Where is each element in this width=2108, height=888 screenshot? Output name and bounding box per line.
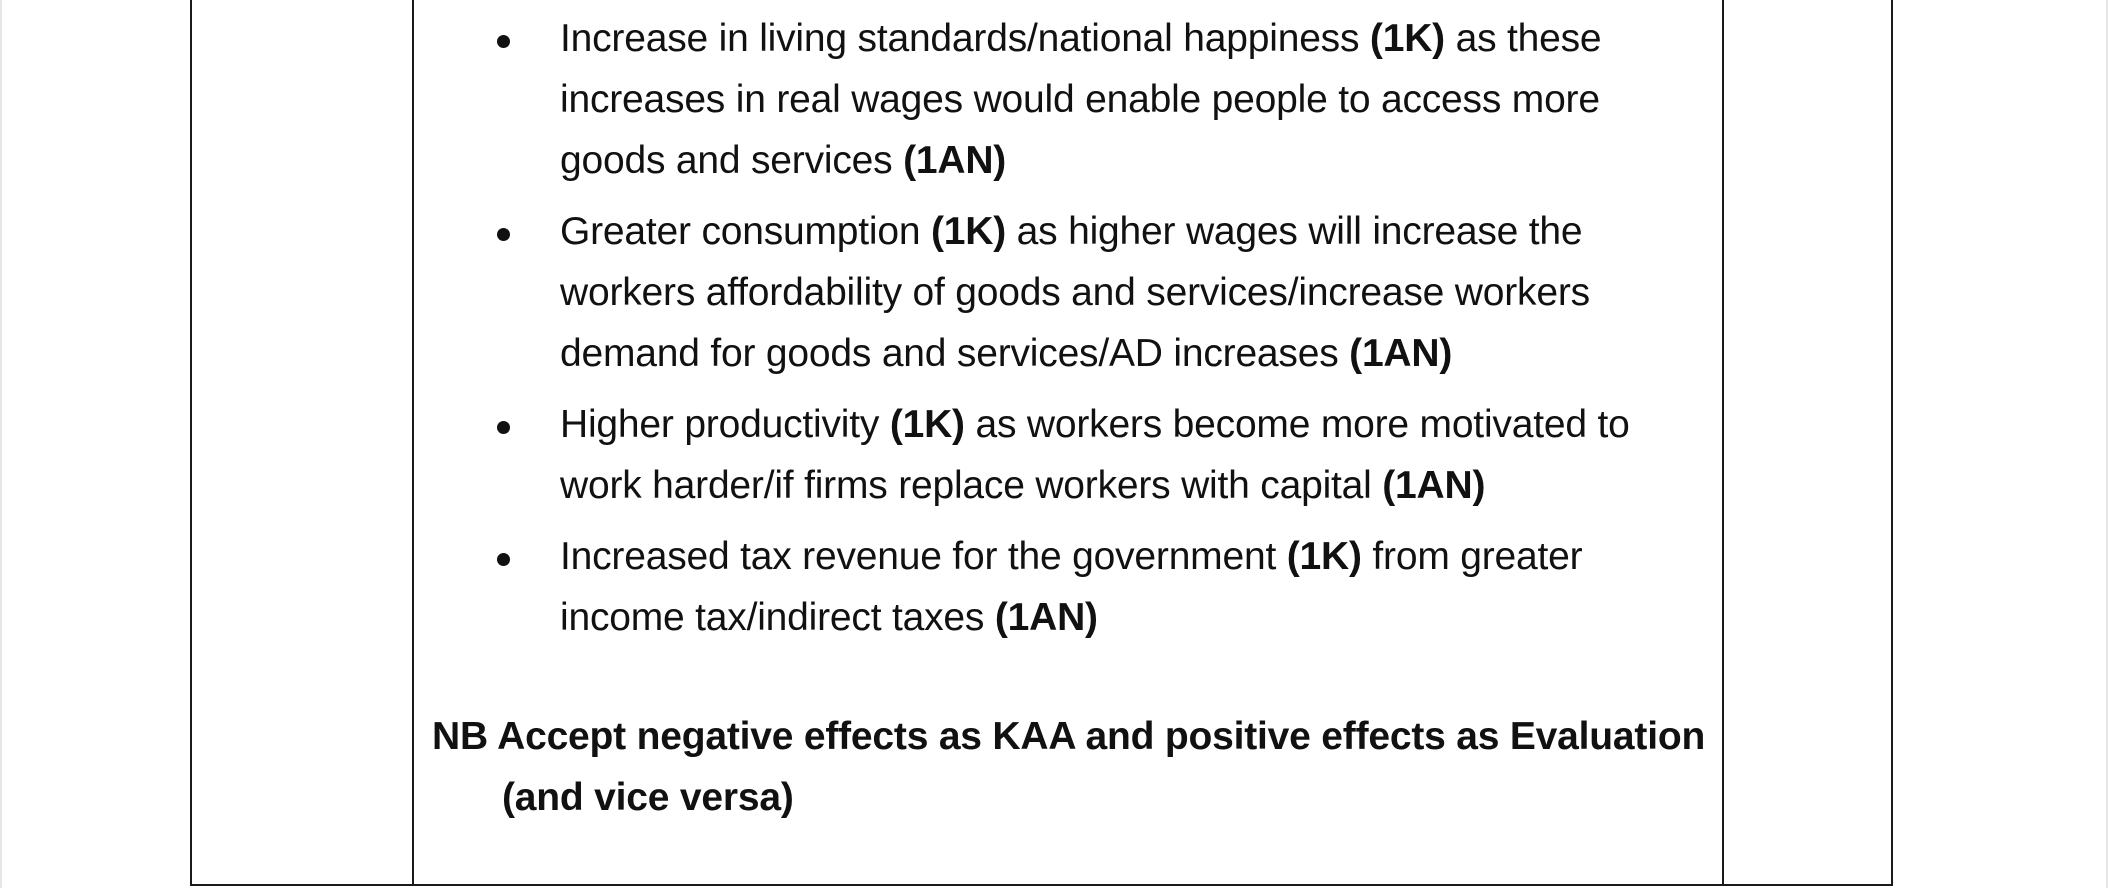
bullet-text: Increase in living standards/national happiness [560, 17, 1370, 60]
bullet-text: Higher productivity [560, 403, 890, 446]
bullet-text: from greater income tax/indirect taxes [560, 535, 1583, 639]
mark-code: (1K) [889, 403, 965, 446]
mark-code: (1AN) [1349, 332, 1453, 375]
page-left-edge [0, 0, 2, 888]
mark-code: (1K) [931, 210, 1007, 253]
bullet-text: Increased tax revenue for the government [560, 535, 1287, 578]
bullet-text: as higher wages will increase the workers affordability of goods and services/increase workers demand for goods and services/AD increases [560, 210, 1590, 375]
mark-code: (1K) [1369, 17, 1445, 60]
answer-cell [410, 0, 1710, 888]
bullet-item [410, 8, 1700, 191]
mark-code: (1AN) [903, 139, 1007, 182]
bullet-dot-icon [497, 421, 510, 434]
mark-code: (1AN) [994, 596, 1098, 639]
bullet-item [410, 394, 1700, 516]
bullet-dot-icon [497, 35, 510, 48]
effects-bullet-list [410, 8, 1700, 658]
bullet-text: as these increases in real wages would enable people to access more goods and services [560, 17, 1602, 182]
bullet-dot-icon [497, 228, 510, 241]
bullet-item [410, 201, 1700, 384]
bullet-dot-icon [497, 553, 510, 566]
bullet-text: Greater consumption [560, 210, 932, 253]
mark-code: (1AN) [1382, 464, 1486, 507]
bullet-item [410, 526, 1700, 648]
nb-note: NB Accept negative effects as KAA and positive effects as Evaluation (and vice versa) [432, 715, 1706, 819]
bullet-text: as workers become more motivated to work harder/if firms replace workers with capital [560, 403, 1630, 507]
mark-code: (1K) [1286, 535, 1362, 578]
